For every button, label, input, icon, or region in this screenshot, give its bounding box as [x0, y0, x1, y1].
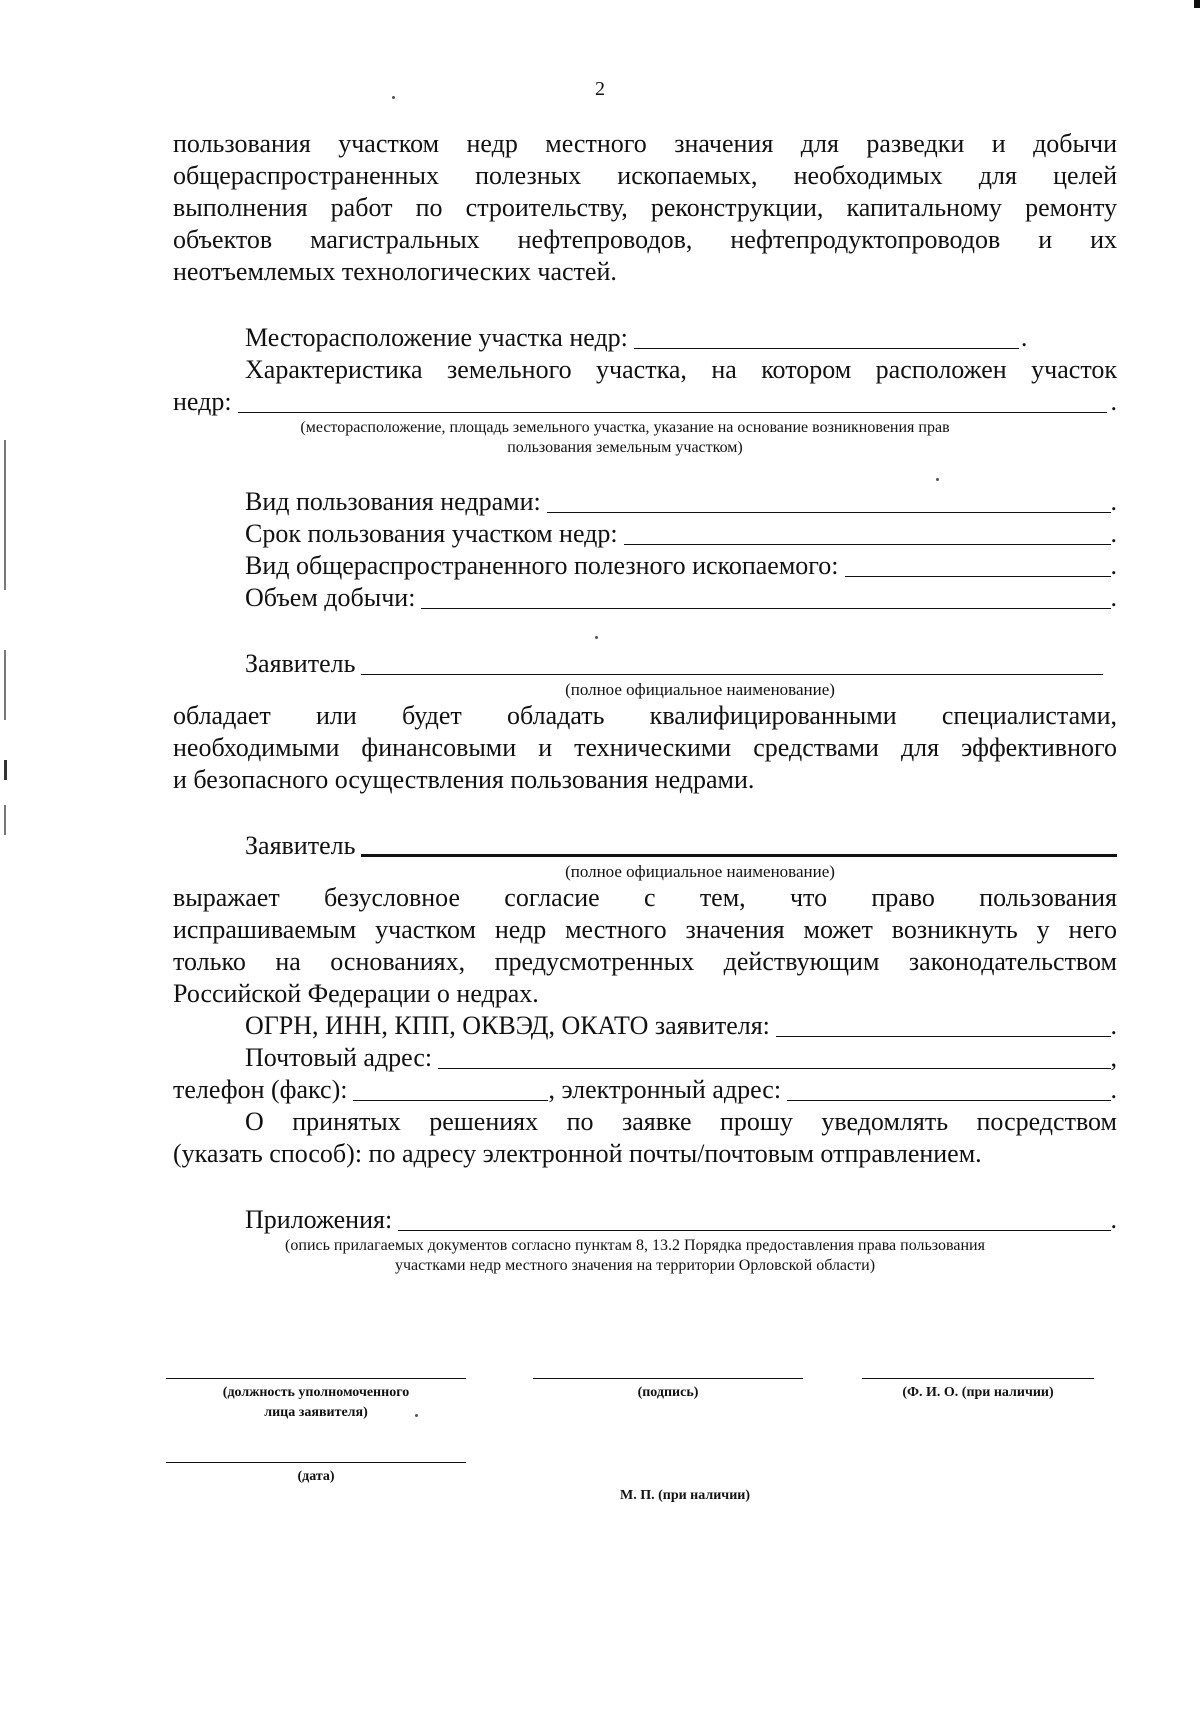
applicant1-caption: (полное официальное наименование) — [565, 680, 835, 699]
term-label: Срок пользования участком недр: — [245, 519, 618, 548]
page-number: 2 — [595, 78, 605, 100]
attachments-caption: (опись прилагаемых документов согласно пунктам 8, 13.2 Порядка предоставления права пользования участками недр местного значения на территории Орловской области) — [285, 1237, 985, 1274]
notify-line: (указать способ): по адресу электронной почты/почтовым отправлением. — [173, 1139, 982, 1168]
codes-row: ОГРН, ИНН, КПП, ОКВЭД, ОКАТО заявителя: . — [245, 1011, 1117, 1040]
land-char-label-cont: недр: — [173, 387, 232, 416]
applicant1-row — [173, 648, 1117, 680]
volume-field[interactable] — [421, 584, 1110, 609]
form-body — [173, 128, 1117, 1276]
postal-field[interactable] — [438, 1044, 1110, 1069]
usage-type-row: Вид пользования недрами: . — [245, 487, 1117, 516]
term-row: Срок пользования участком недр: . — [245, 519, 1117, 548]
phone-field[interactable] — [353, 1076, 548, 1101]
land-char-field[interactable] — [238, 388, 1107, 413]
term-field[interactable] — [624, 520, 1111, 545]
phone-label: телефон (факс): — [173, 1075, 348, 1104]
position-line[interactable] — [166, 1378, 466, 1379]
location-row: Месторасположение участка недр: . — [245, 323, 1028, 352]
email-field[interactable] — [787, 1076, 1110, 1101]
scan-speck — [595, 636, 598, 639]
mineral-row: Вид общераспространенного полезного ископаемого: . — [245, 551, 1117, 580]
scan-edge-mark — [4, 440, 6, 590]
phone-email-row: телефон (факс): , электронный адрес: . — [173, 1075, 1117, 1104]
attachments-field[interactable] — [398, 1206, 1110, 1231]
applicant2-paragraph: выражает безусловное согласие с тем, что право пользования испрашиваемым участком недр местного значения может возникнуть у него только на основаниях, предусмотренных действующим законодательством Российской Федерации о недрах. — [173, 883, 1117, 1008]
postal-label: Почтовый адрес: — [245, 1043, 433, 1072]
full-name-block: (Ф. И. О. (при наличии) — [862, 1378, 1094, 1403]
usage-type-field[interactable] — [547, 488, 1111, 513]
land-char-row: недр: . — [173, 387, 1117, 416]
intro-line: неотъемлемых технологических частей. — [173, 257, 617, 286]
applicant1-paragraph: обладает или будет обладать квалифицированными специалистами, необходимыми финансовыми и техническими средствами для эффективного и безопасного осуществления пользования недрами. — [173, 701, 1117, 794]
notify-line: О принятых решениях по заявке прошу уведомлять посредством — [245, 1107, 1117, 1136]
position-signature-block: (должность уполномоченного лица заявителя) — [166, 1378, 466, 1423]
mineral-field[interactable] — [845, 552, 1111, 577]
signature-line[interactable] — [533, 1378, 803, 1379]
applicant2-caption: (полное официальное наименование) — [565, 862, 835, 881]
applicant2-row — [173, 830, 1117, 862]
email-label: , электронный адрес: — [548, 1075, 782, 1104]
applicant1-field[interactable] — [361, 650, 1103, 675]
date-block: (дата) — [166, 1462, 466, 1487]
intro-line: общераспространенных полезных ископаемых, необходимых для целей — [173, 161, 1117, 190]
intro-line: пользования участком недр местного значения для разведки и добычи — [173, 129, 1117, 158]
signature-block: (подпись) — [533, 1378, 803, 1403]
applicant2-label: Заявитель — [245, 831, 356, 860]
scan-speck — [392, 96, 395, 99]
scan-edge-mark — [4, 650, 6, 720]
applicant2-field[interactable] — [361, 830, 1117, 857]
applicant1-label: Заявитель — [245, 649, 356, 678]
location-field[interactable] — [634, 324, 1019, 349]
intro-line: выполнения работ по строительству, реконструкции, капитальному ремонту — [173, 193, 1117, 222]
date-line[interactable] — [166, 1462, 466, 1463]
scan-edge-mark — [4, 760, 7, 780]
scan-speck — [415, 1414, 418, 1417]
codes-field[interactable] — [776, 1012, 1111, 1037]
scan-edge-mark — [4, 805, 6, 835]
usage-type-label: Вид пользования недрами: — [245, 487, 541, 516]
volume-label: Объем добычи: — [245, 583, 416, 612]
stamp-label: М. П. (при наличии) — [620, 1488, 750, 1503]
mineral-label: Вид общераспространенного полезного ископаемого: — [245, 551, 839, 580]
postal-row: Почтовый адрес: , — [245, 1043, 1117, 1072]
scan-speck — [936, 478, 939, 481]
intro-paragraph — [173, 128, 1117, 288]
full-name-line[interactable] — [862, 1378, 1094, 1379]
attachments-label: Приложения: — [245, 1205, 393, 1234]
scan-edge-mark — [1194, 0, 1200, 8]
codes-label: ОГРН, ИНН, КПП, ОКВЭД, ОКАТО заявителя: — [245, 1011, 770, 1040]
land-char-caption: (месторасположение, площадь земельного участка, указание на основание возникновения прав пользования земельным участком) — [300, 419, 950, 456]
land-char-label: Характеристика земельного участка, на котором расположен участок — [245, 355, 1117, 384]
attachments-row: Приложения: . — [245, 1205, 1117, 1234]
volume-row: Объем добычи: . — [245, 583, 1117, 612]
location-label: Месторасположение участка недр: — [245, 323, 628, 352]
intro-line: объектов магистральных нефтепроводов, нефтепродуктопроводов и их — [173, 225, 1117, 254]
